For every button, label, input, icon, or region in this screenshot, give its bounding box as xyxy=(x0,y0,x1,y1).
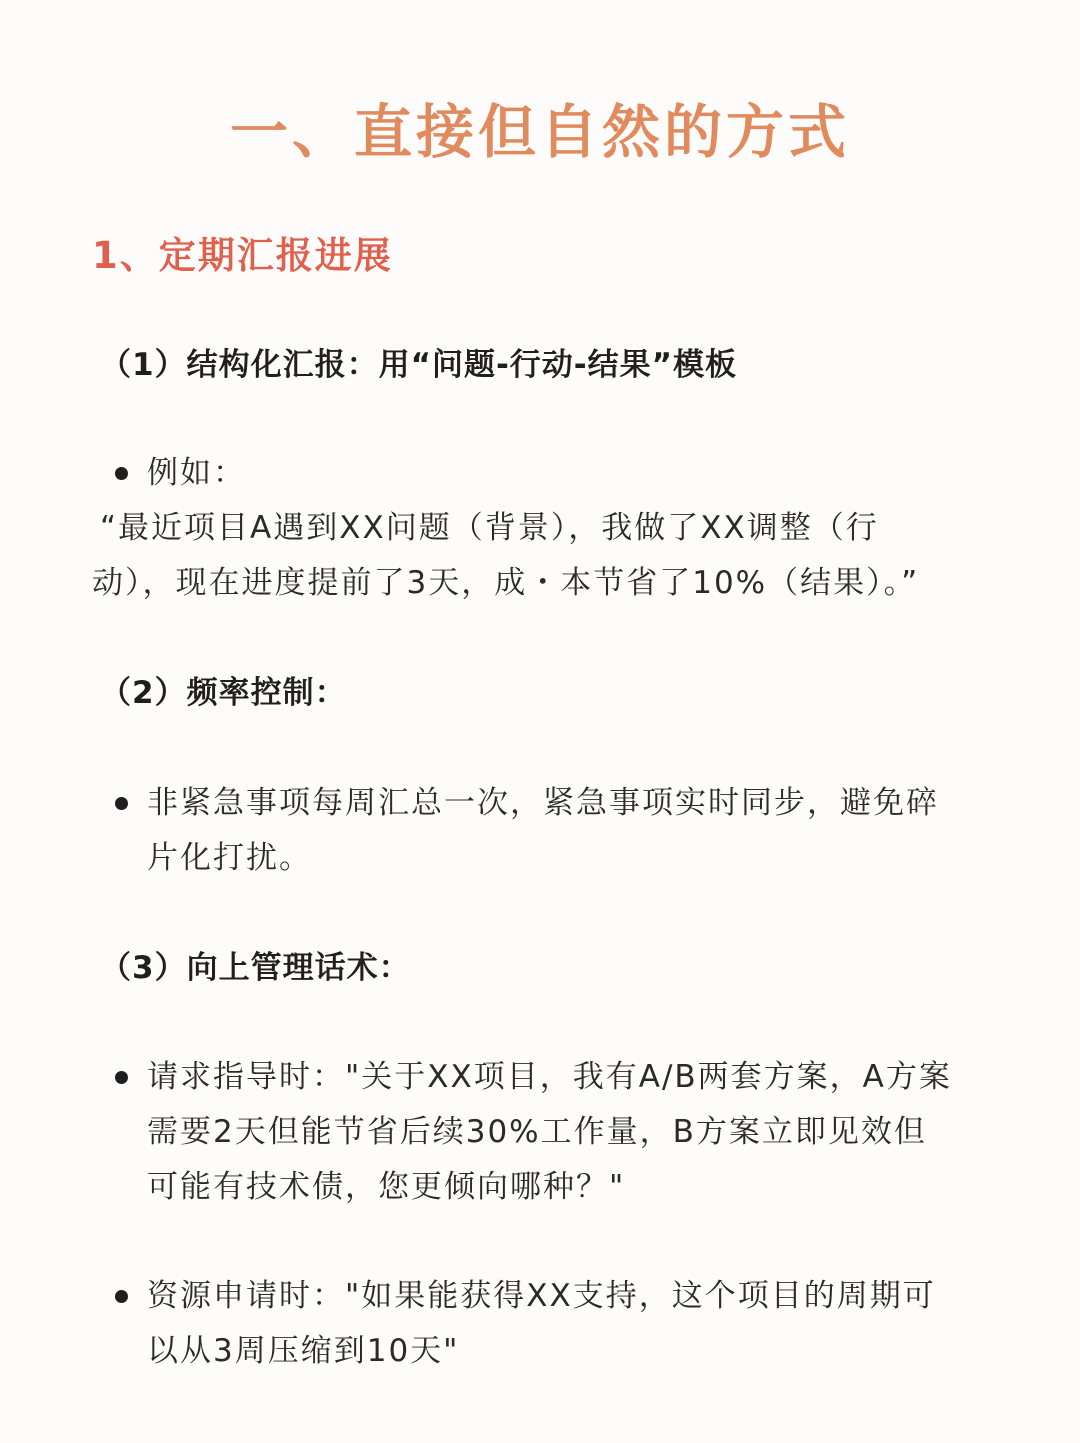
example-line: 动），现在进度提前了3天，成・本节省了10%（结果）。” xyxy=(92,565,920,601)
bullet-text: 片化打扰。 xyxy=(147,840,312,876)
subsection-heading-1: （1）结构化汇报：用“问题-行动-结果”模板 xyxy=(100,347,738,383)
bullet-text: 需要2天但能节省后续30%工作量，B方案立即见效但 xyxy=(147,1114,927,1150)
bullet-icon xyxy=(115,467,128,480)
bullet-text: 以从3周压缩到10天" xyxy=(147,1333,460,1369)
bullet-text: 可能有技术债，您更倾向哪种？" xyxy=(147,1169,626,1205)
subsection-heading-3: （3）向上管理话术： xyxy=(100,950,411,986)
bullet-icon xyxy=(115,1290,128,1303)
bullet-text: 资源申请时："如果能获得XX支持，这个项目的周期可 xyxy=(147,1278,936,1314)
page-title: 一、直接但自然的方式 xyxy=(229,98,850,166)
bullet-text: 请求指导时："关于XX项目，我有A/B两套方案，A方案 xyxy=(147,1059,952,1095)
bullet-text: 例如： xyxy=(147,455,246,491)
example-line: “最近项目A遇到XX问题（背景），我做了XX调整（行 xyxy=(100,510,879,546)
subsection-heading-2: （2）频率控制： xyxy=(100,675,347,711)
bullet-text: 非紧急事项每周汇总一次，紧急事项实时同步，避免碎 xyxy=(147,785,939,821)
section-heading: 1、定期汇报进展 xyxy=(92,234,393,277)
bullet-icon xyxy=(115,797,128,810)
bullet-icon xyxy=(115,1071,128,1084)
